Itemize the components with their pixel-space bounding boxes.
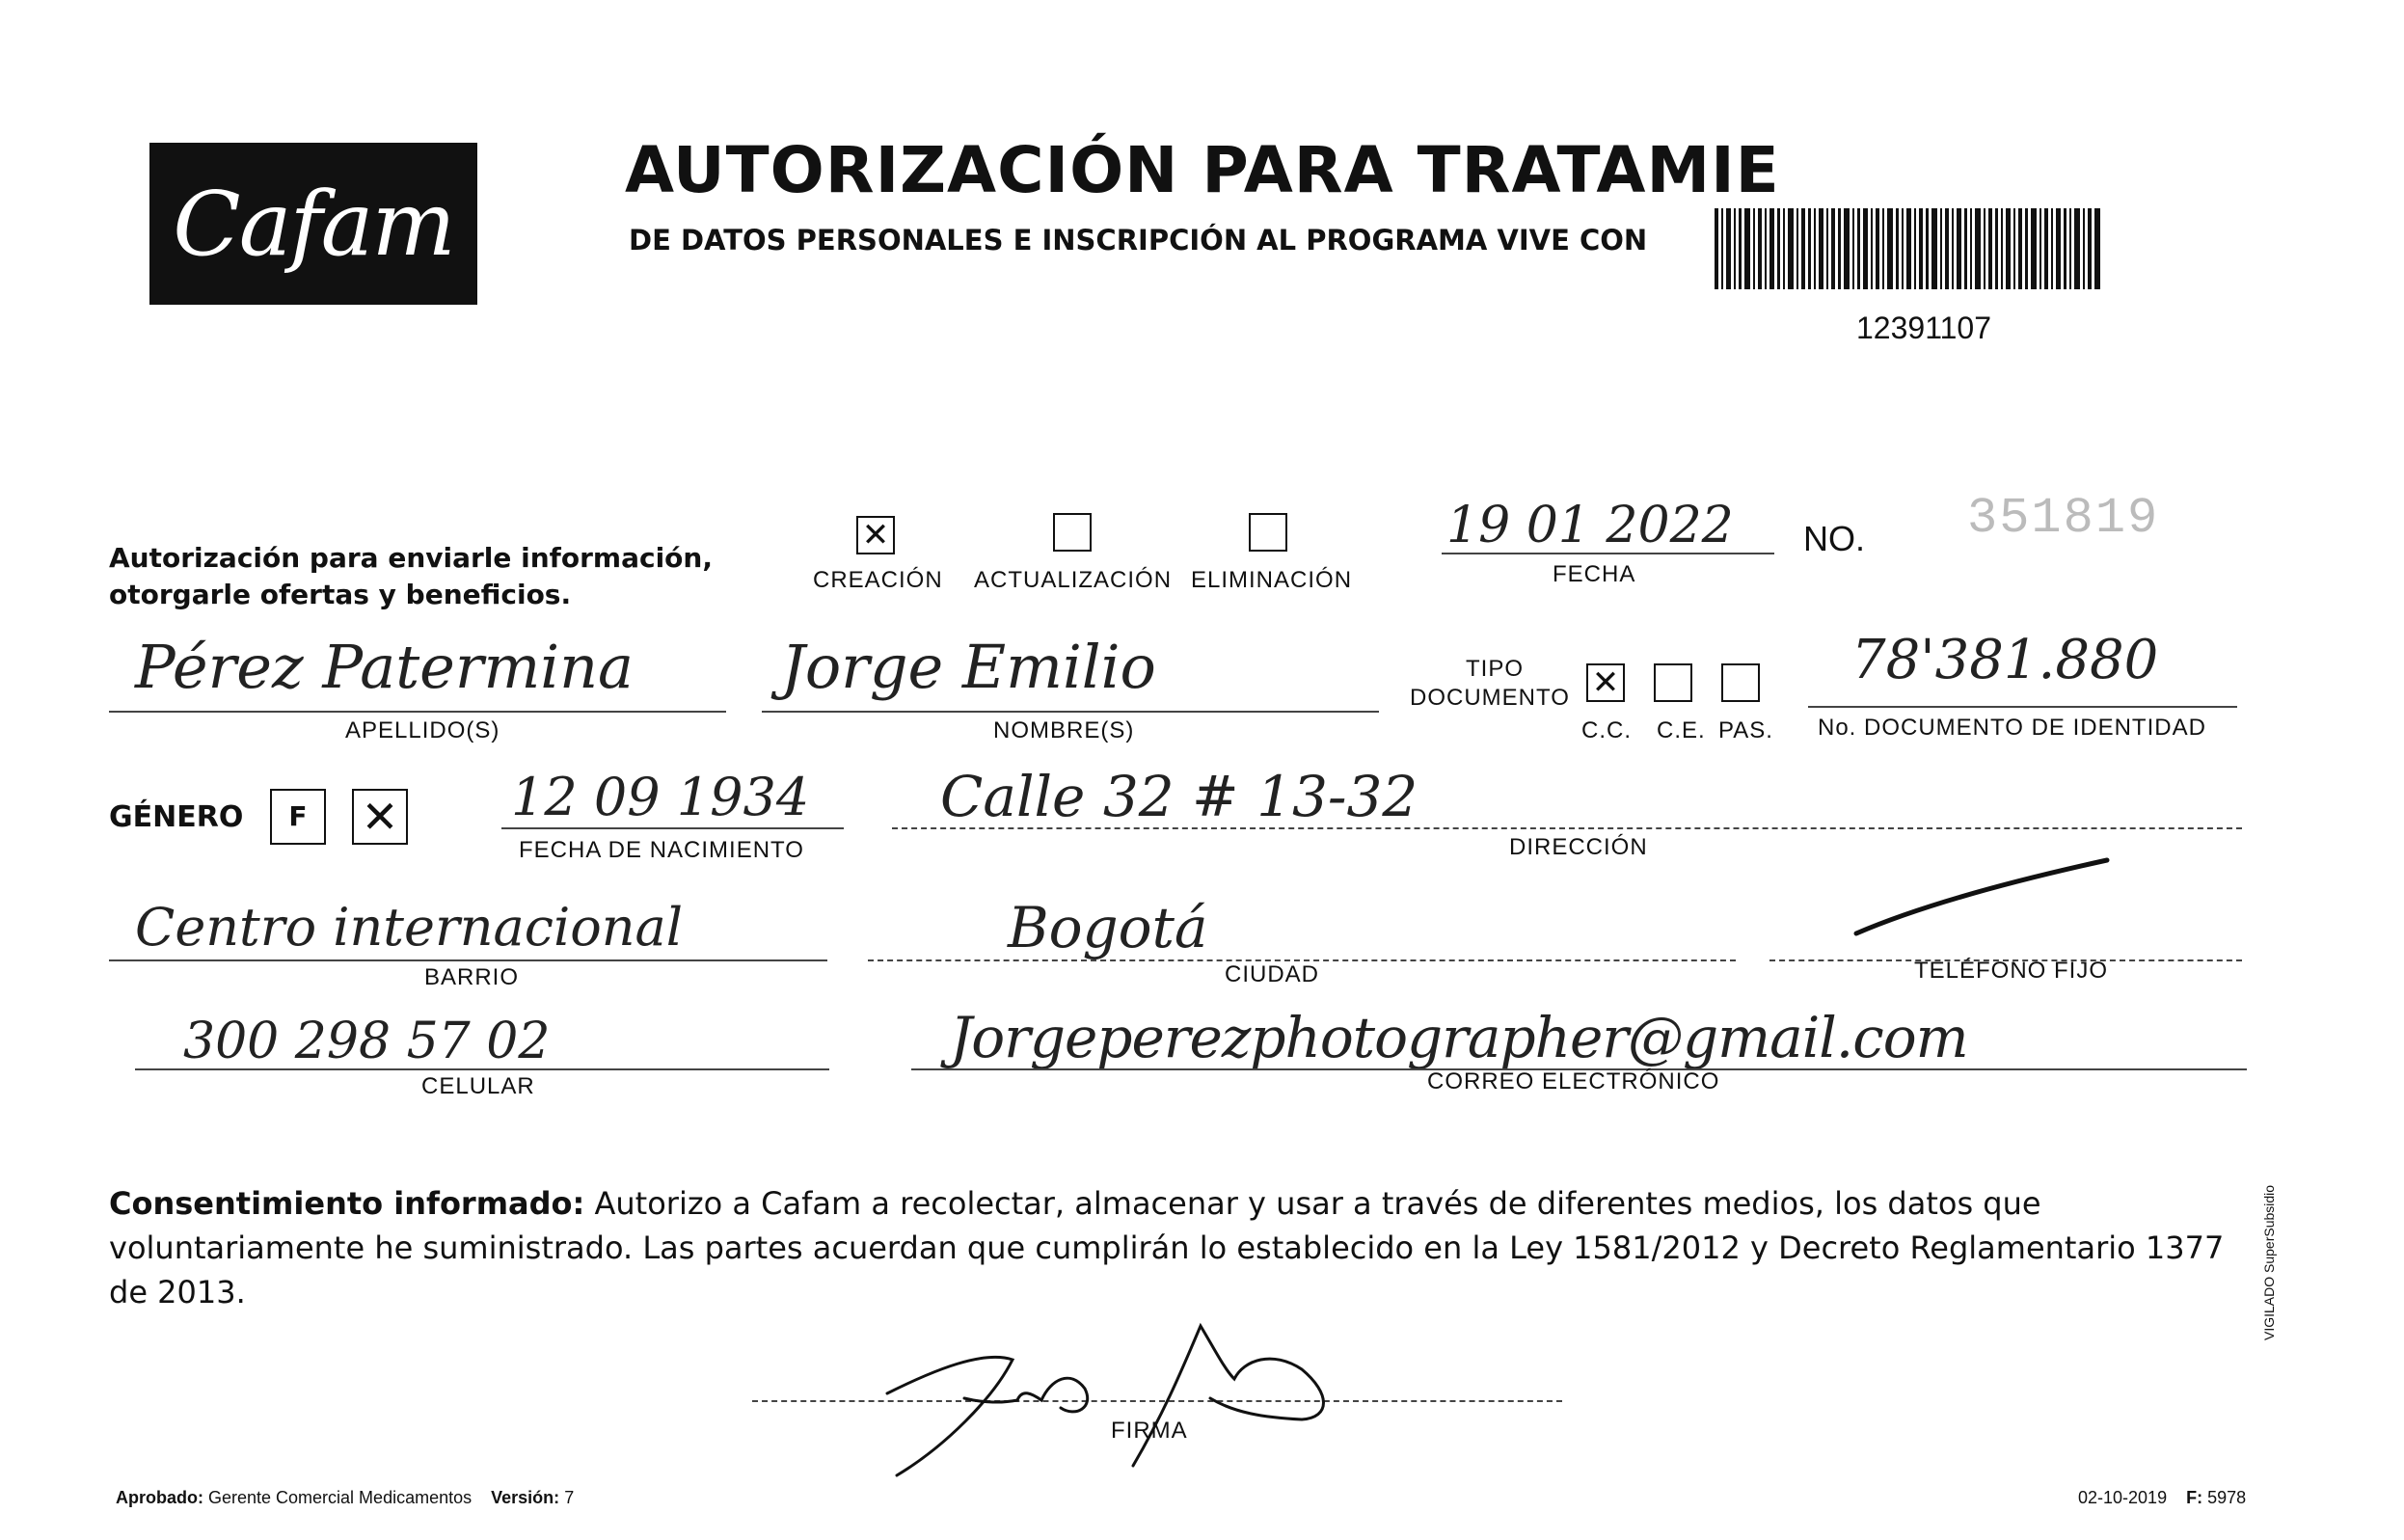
checkbox-eliminacion[interactable] [1249,513,1287,552]
birth-line [501,827,844,829]
phone-strike-line [1851,849,2112,945]
footer-date: 02-10-2019 [2078,1488,2168,1507]
email-value[interactable]: Jorgeperezphotographer@gmail.com [950,1005,1968,1070]
version-label: Versión: [491,1488,560,1507]
checkbox-ce[interactable] [1654,663,1692,702]
checkbox-cc[interactable]: ✕ [1586,663,1625,702]
label-eliminacion: ELIMINACIÓN [1191,567,1353,593]
document-title: AUTORIZACIÓN PARA TRATAMIE [625,133,1780,207]
surname-label: APELLIDO(S) [345,717,500,743]
mobile-label: CELULAR [421,1073,535,1099]
city-value[interactable]: Bogotá [1008,895,1208,960]
authorization-intro-line1: Autorización para enviarle información, [109,542,713,574]
label-pas: PAS. [1718,717,1773,743]
consent-text: Autorizo a Cafam a recolectar, almacenar y usar a través de diferentes medios, los datos que voluntariamente he suministrado. Las partes acuerdan que cumplirán lo establecido en la Ley 1581/2012 y Decreto Reglamentario 1377 de 2013. [109,1185,2225,1310]
cafam-logo: Cafam [149,143,477,305]
version-value: 7 [564,1488,575,1507]
date-label: FECHA [1553,561,1636,587]
surname-value[interactable]: Pérez Patermina [135,632,634,702]
checkbox-pas[interactable] [1721,663,1760,702]
mobile-line [135,1068,829,1070]
checkbox-creacion[interactable]: ✕ [856,516,895,554]
authorization-intro [109,540,713,613]
name-line [762,711,1379,713]
label-ce: C.E. [1657,717,1706,743]
side-vigilado-text: VIGILADO SuperSubsidio [2261,1184,2277,1340]
approved-label: Aprobado: [116,1488,203,1507]
barcode-number: 12391107 [1856,311,1991,345]
email-label: CORREO ELECTRÓNICO [1427,1068,1720,1094]
barrio-label: BARRIO [424,964,520,990]
city-label: CIUDAD [1225,961,1320,987]
doc-number-label: No. DOCUMENTO DE IDENTIDAD [1818,715,2206,741]
consent-heading: Consentimiento informado: [109,1185,585,1222]
label-cc: C.C. [1581,717,1632,743]
birth-value[interactable]: 12 09 1934 [511,767,810,827]
document-subtitle: DE DATOS PERSONALES E INSCRIPCIÓN AL PROGRAMA VIVE CON [629,224,1648,257]
signature-label: FIRMA [1111,1418,1188,1444]
phone-label: TELÉFONO FIJO [1914,958,2109,984]
footer-approval [116,1488,574,1508]
checkbox-gender-f[interactable]: F [270,789,326,845]
address-line [892,827,2242,829]
form-value: 5978 [2207,1488,2247,1507]
doc-type-label-1: TIPO [1466,656,1525,682]
mobile-value[interactable]: 300 298 57 02 [183,1013,551,1070]
name-value[interactable]: Jorge Emilio [781,632,1156,702]
address-value[interactable]: Calle 32 # 13-32 [940,764,1418,829]
label-creacion: CREACIÓN [813,567,943,593]
birth-label: FECHA DE NACIMIENTO [519,837,804,863]
date-value[interactable]: 19 01 2022 [1446,497,1734,554]
name-label: NOMBRE(S) [993,717,1135,743]
address-label: DIRECCIÓN [1509,834,1648,860]
checkbox-actualizacion[interactable] [1053,513,1092,552]
form-label: F: [2186,1488,2203,1507]
authorization-intro-line2: otorgarle ofertas y beneficios. [109,579,572,610]
handwritten-signature [878,1311,1437,1485]
date-line [1442,553,1774,554]
consent-paragraph [109,1181,2245,1314]
approved-value: Gerente Comercial Medicamentos [208,1488,473,1507]
gender-label: GÉNERO [109,800,244,834]
number-value: 351819 [1967,490,2160,547]
footer-code [2078,1488,2246,1508]
checkbox-gender-m[interactable]: ✕ [352,789,408,845]
doc-number-line [1808,706,2237,708]
barrio-value[interactable]: Centro internacional [135,897,684,958]
barrio-line [109,959,827,961]
number-label: NO. [1803,519,1866,558]
doc-type-label-2: DOCUMENTO [1410,685,1570,711]
barcode [1715,208,2100,289]
surname-line [109,711,726,713]
label-actualizacion: ACTUALIZACIÓN [974,567,1173,593]
doc-number-value[interactable]: 78'381.880 [1851,629,2159,691]
